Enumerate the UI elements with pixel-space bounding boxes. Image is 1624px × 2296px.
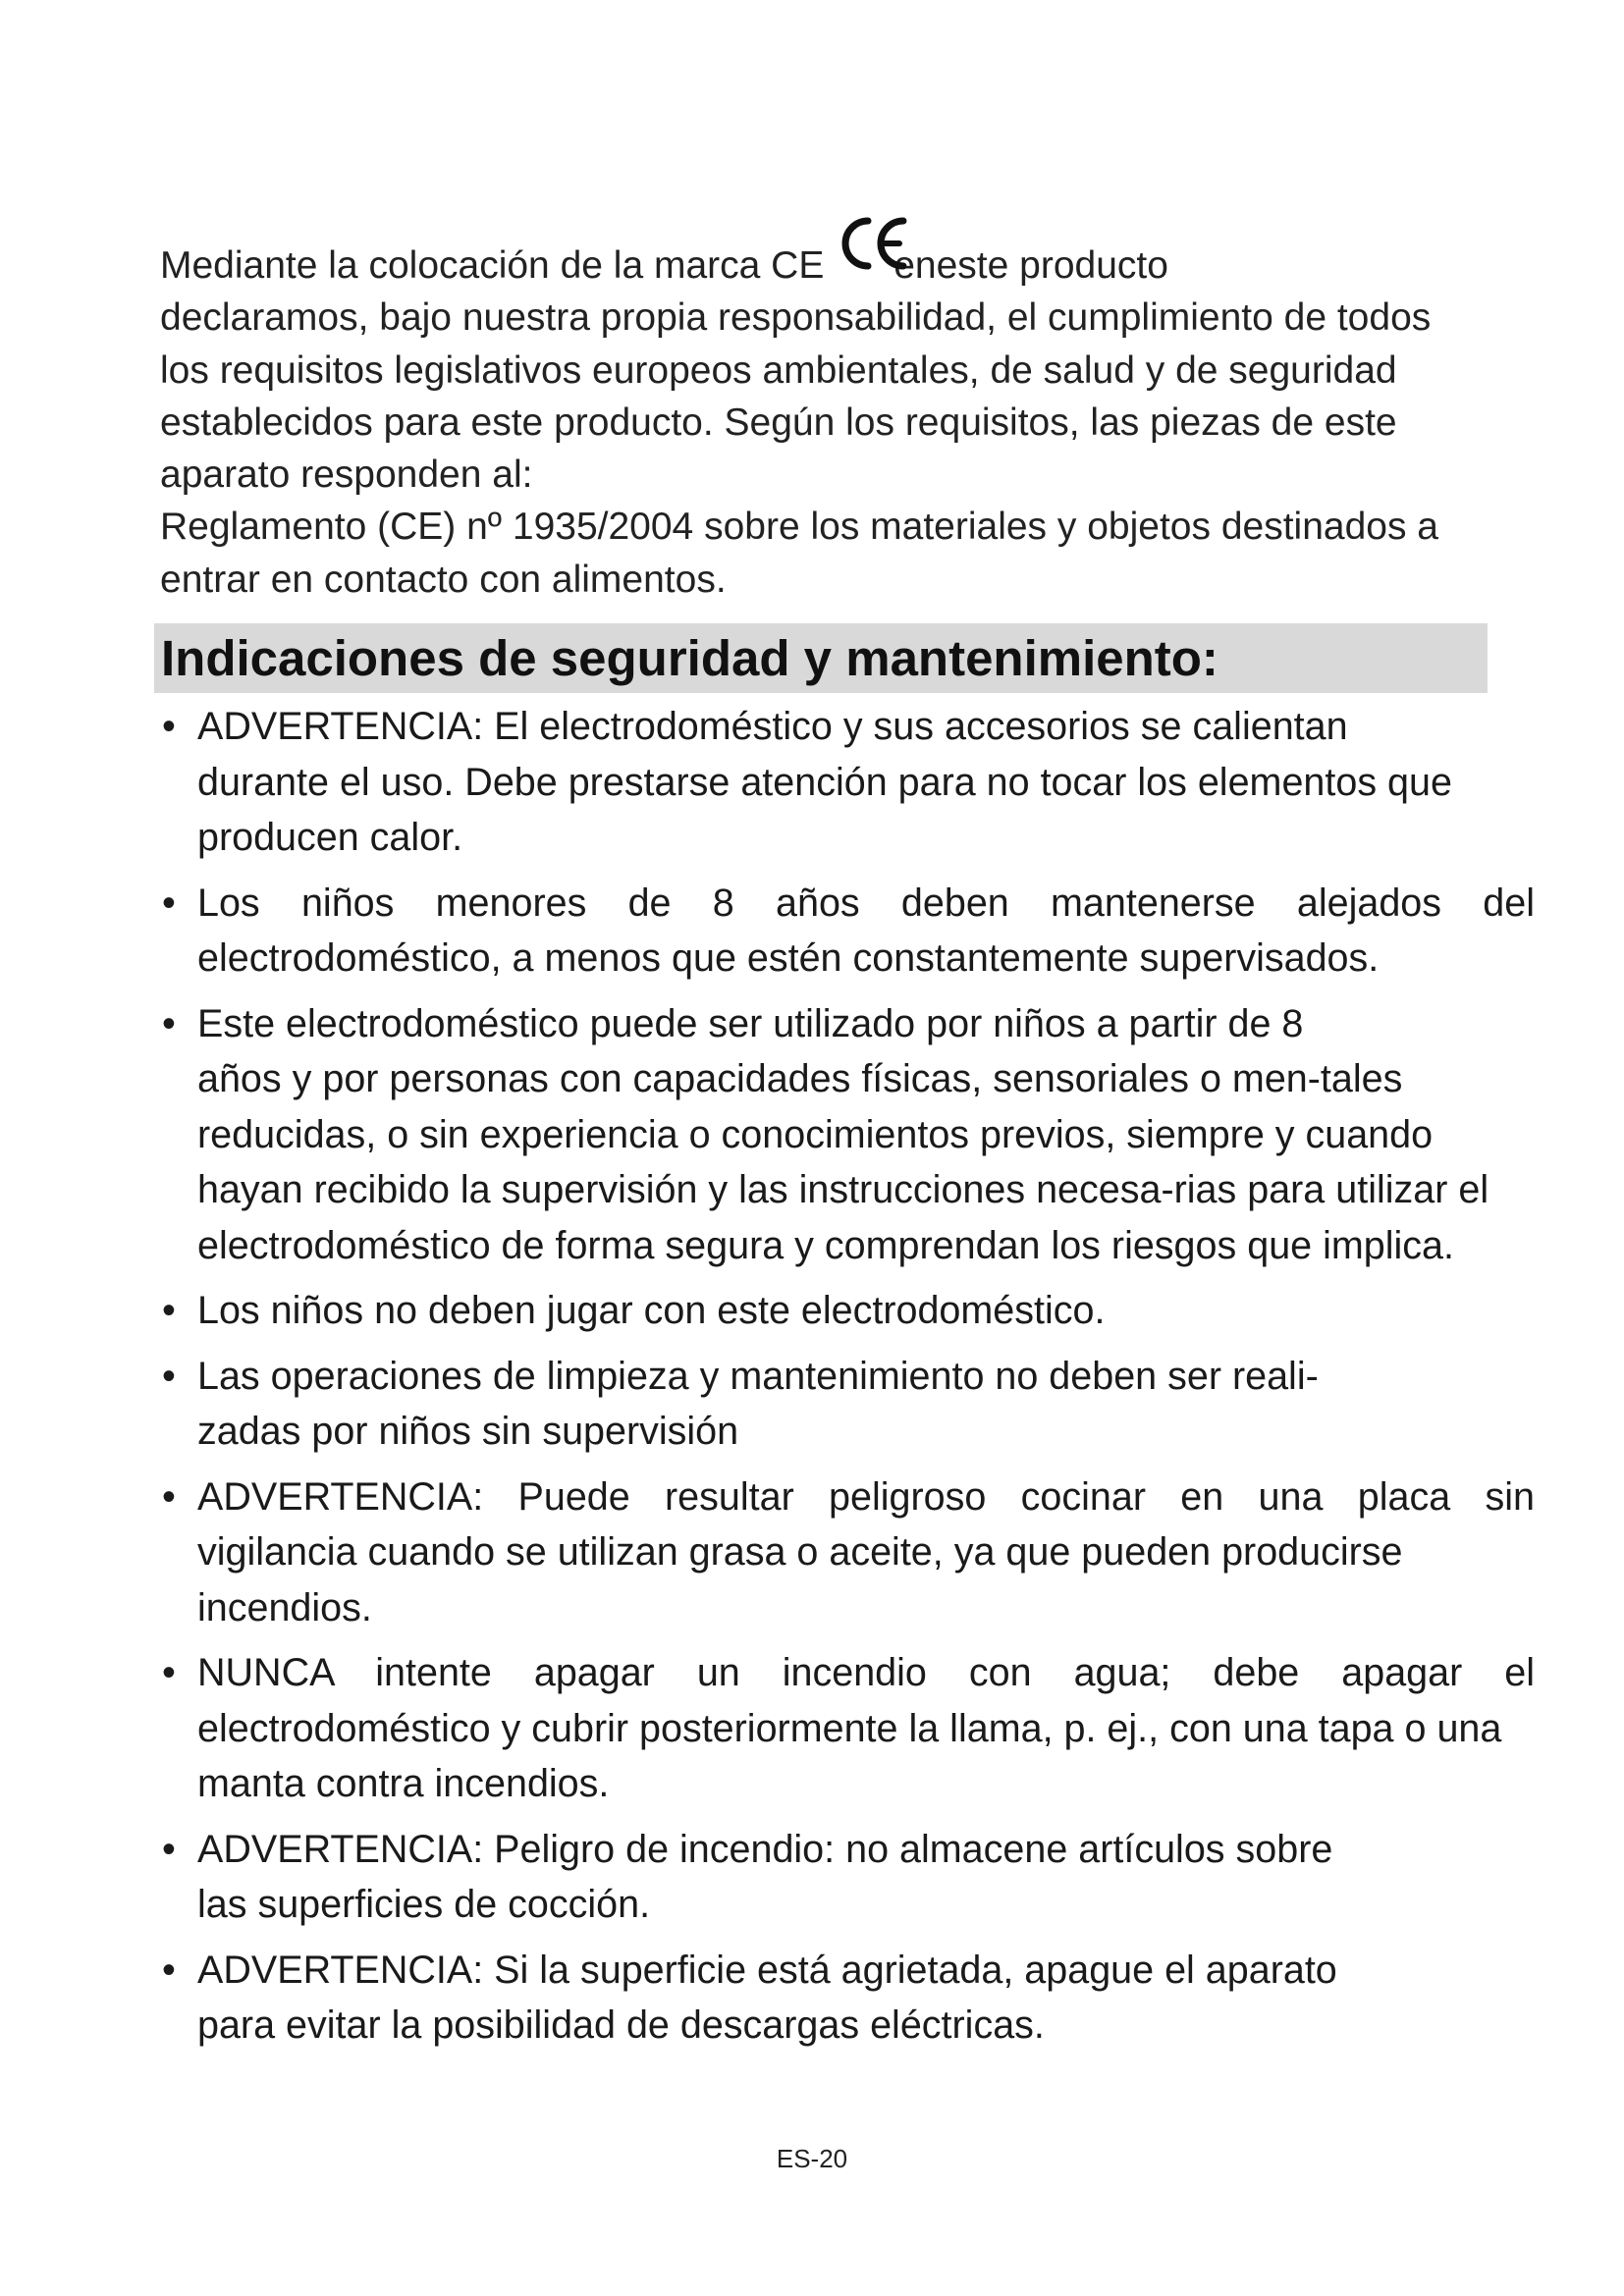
list-item: • Las operaciones de limpieza y mantenimiento no deben ser reali- zadas por niños sin supervisión (160, 1349, 1535, 1460)
bullet-icon: • (162, 1001, 176, 1045)
list-item: • NUNCA intente apagar un incendio con agua; debe apagar el electrodoméstico y cubrir posteriormente la llama, p. ej., con una tapa o una manta contra incendios. (160, 1645, 1535, 1812)
ce-text-end: este producto (936, 244, 1168, 287)
list-item: • ADVERTENCIA: Si la superficie está agrietada, apague el aparato para evitar la posibilidad de descargas eléctricas. (160, 1943, 1535, 2054)
list-item: • ADVERTENCIA: Puede resultar peligroso cocinar en una placa sin vigilancia cuando se utilizan grasa o aceite, ya que pueden producirse incendios. (160, 1469, 1535, 1636)
list-item: • Los niños menores de 8 años deben mantenerse alejados del electrodoméstico, a menos que estén constantemente supervisados. (160, 876, 1535, 987)
bullet-icon: • (162, 1948, 176, 1992)
regulation-text: Reglamento (CE) nº 1935/2004 sobre los materiales y objetos destinados a entrar en contacto con alimentos. (160, 506, 1438, 601)
ce-declaration (160, 239, 1476, 606)
page-number: ES-20 (776, 2144, 848, 2173)
bullet-icon: • (162, 705, 176, 748)
list-item: • Los niños no deben jugar con este electrodoméstico. (160, 1283, 1535, 1339)
bullet-icon: • (162, 1827, 176, 1871)
ce-declaration-text (160, 239, 1476, 501)
bullet-icon: • (162, 881, 176, 925)
list-item: • Este electrodoméstico puede ser utilizado por niños a partir de 8 años y por personas con capacidades físicas, sensoriales o men-tales reducidas, o sin experiencia o conocimientos previos, siempre y cuando hayan recibido la supervisión y las instrucciones necesa-rias para utilizar el electrodoméstico de forma segura y comprendan los riesgos que implica. (160, 996, 1535, 1274)
section-heading: Indicaciones de seguridad y mantenimiento: (154, 623, 1488, 693)
bullet-icon: • (162, 1474, 176, 1519)
safety-list (160, 699, 1535, 2063)
bullet-icon: • (162, 1651, 176, 1694)
ce-text-rest: declaramos, bajo nuestra propia responsabilidad, el cumplimiento de todos los requisitos legislativos europeos ambientales, de salud y de seguridad establecidos para este producto. Según los requisitos, las piezas de este aparato responden al: (160, 296, 1432, 497)
list-item: • ADVERTENCIA: El electrodoméstico y sus accesorios se calientan durante el uso. Debe prestarse atención para no tocar los elementos que producen calor. (160, 699, 1535, 866)
bullet-icon: • (162, 1354, 176, 1398)
bullet-icon: • (162, 1289, 176, 1332)
list-item: • ADVERTENCIA: Peligro de incendio: no almacene artículos sobre las superficies de cocción. (160, 1822, 1535, 1933)
ce-mark-icon (835, 239, 911, 278)
ce-text-start: Mediante la colocación de la marca CE (160, 244, 825, 287)
ce-text-en: en (893, 244, 937, 287)
